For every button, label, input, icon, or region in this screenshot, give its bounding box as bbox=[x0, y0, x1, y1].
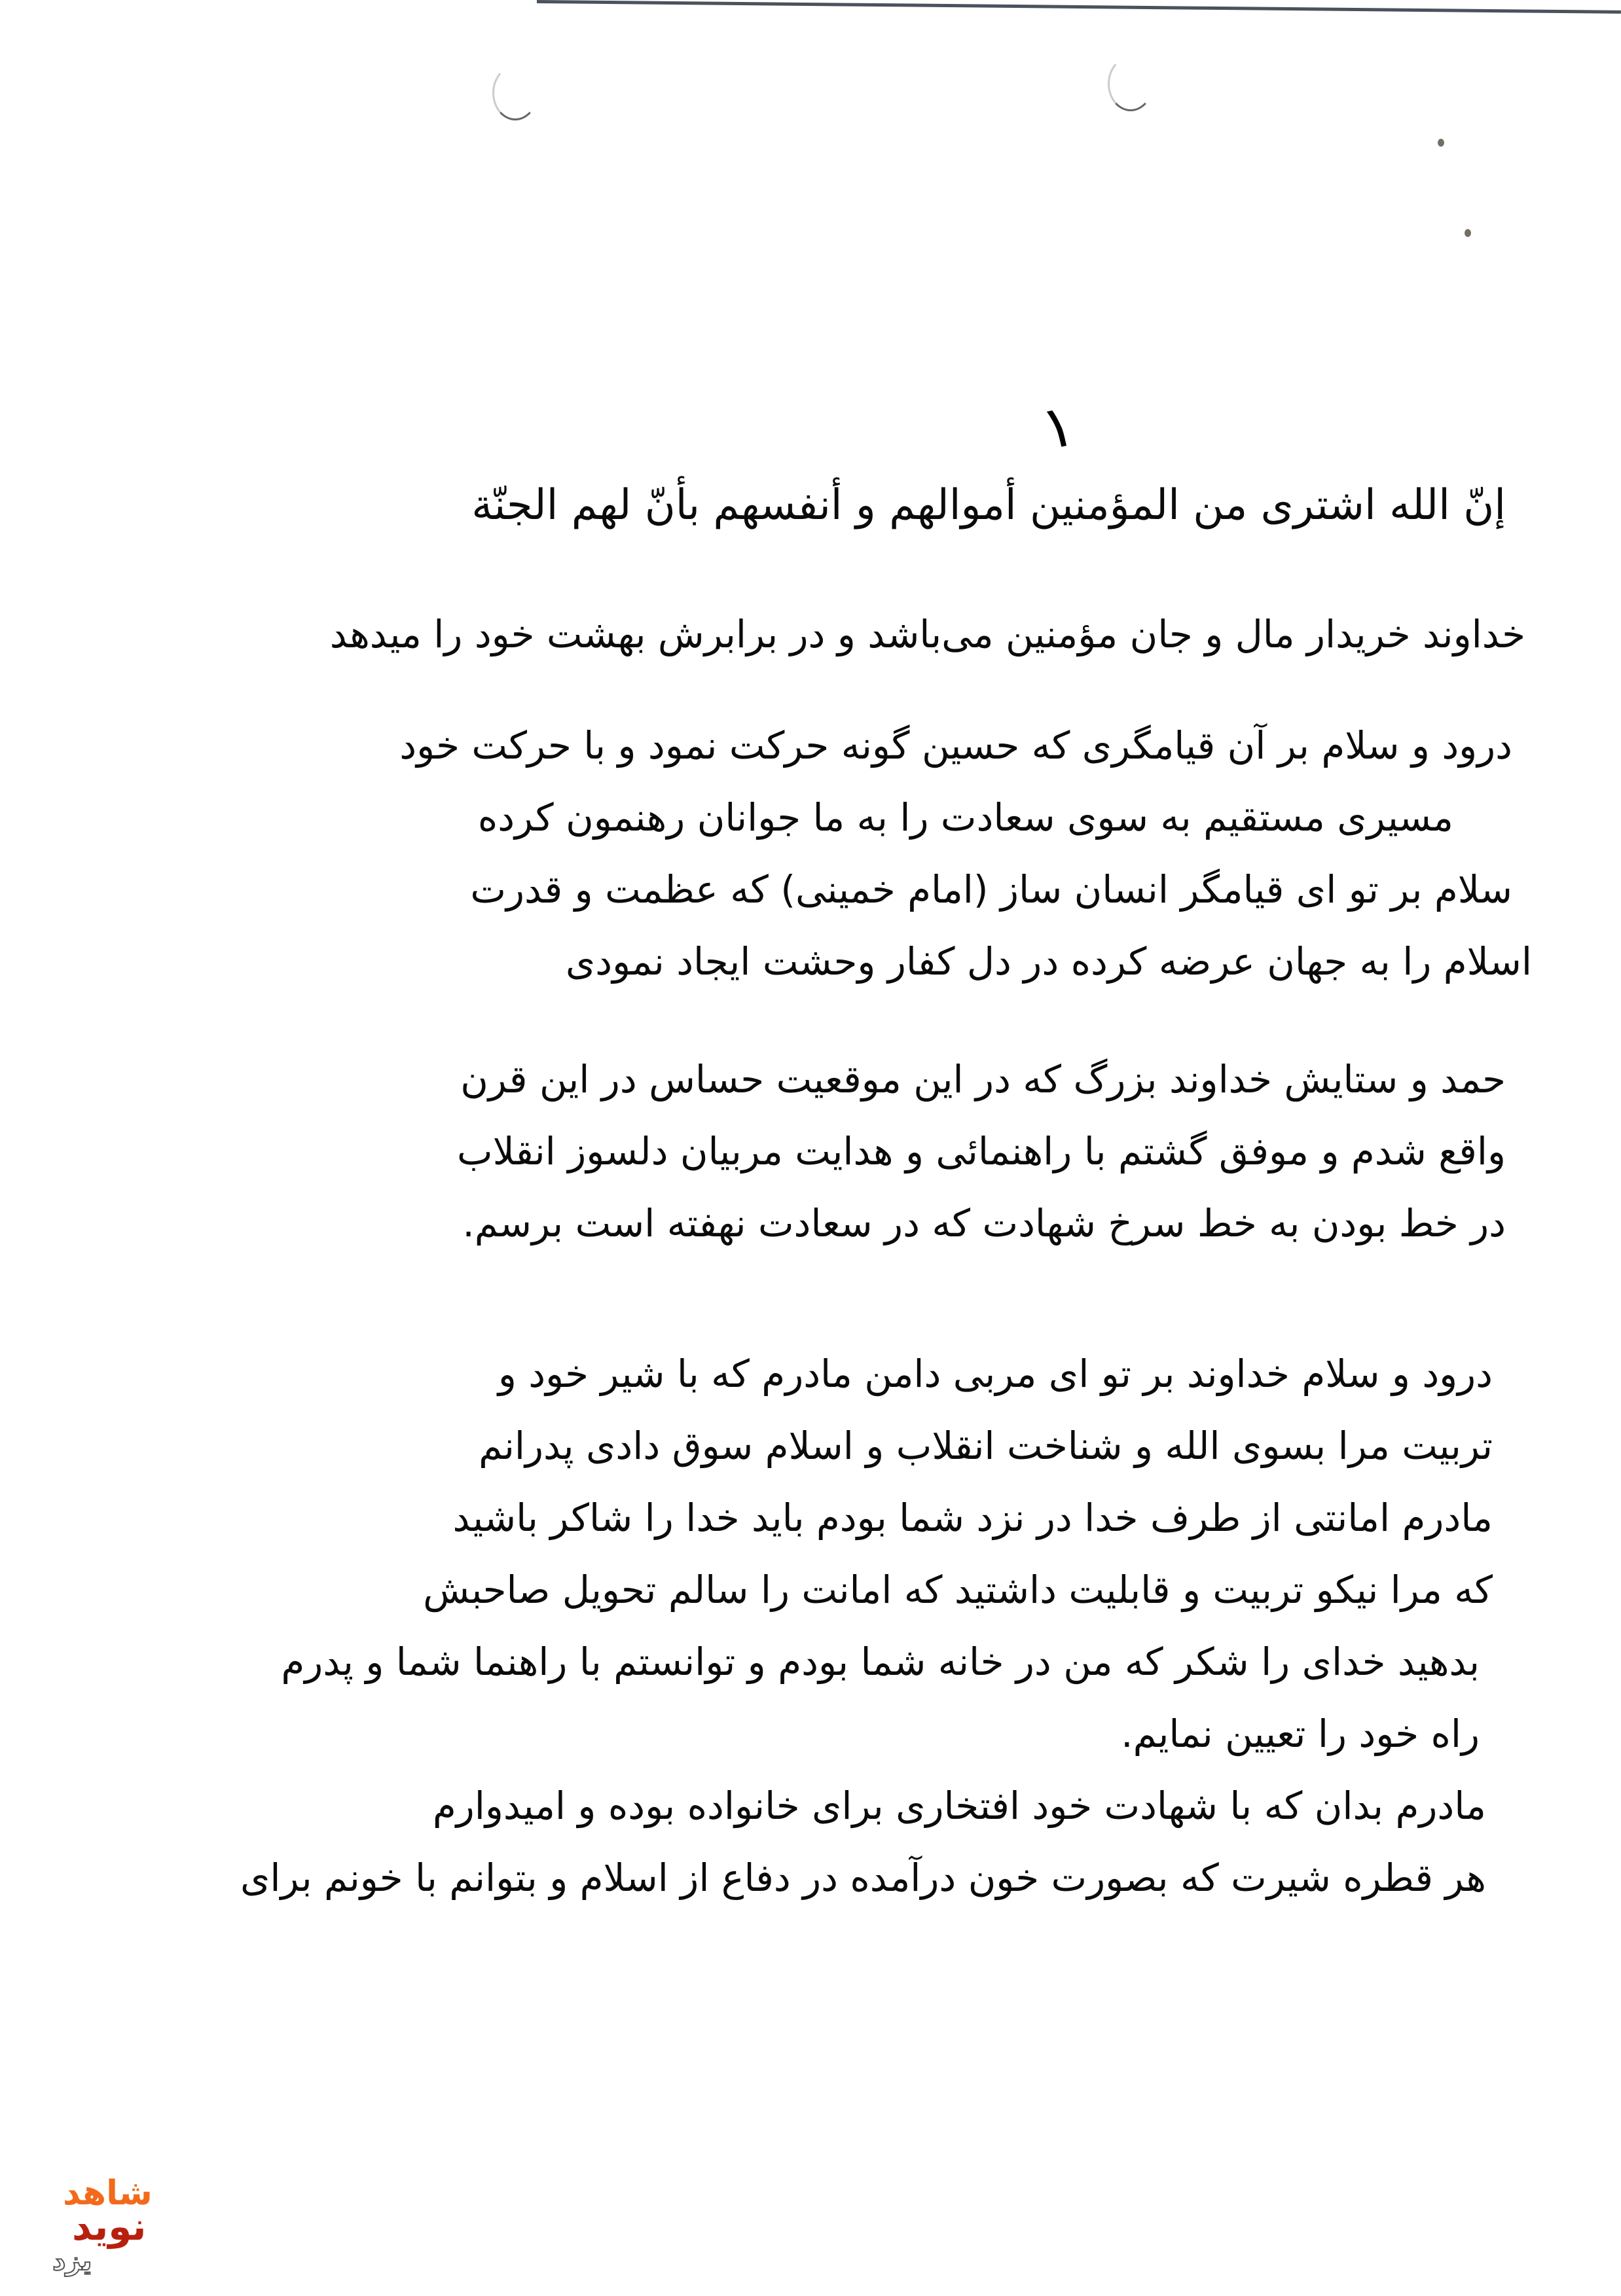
letter-line: درود و سلام خداوند بر تو ای مربی دامن مادرم که با شیر خود و bbox=[498, 1352, 1493, 1396]
letter-line: سلام بر تو ای قیامگر انسان ساز (امام خمینی) که عظمت و قدرت bbox=[470, 867, 1512, 912]
page-number: ۱ bbox=[1035, 390, 1081, 464]
punch-hole bbox=[1108, 56, 1154, 111]
letter-line: مادرم امانتی از طرف خدا در نزد شما بودم باید خدا را شاکر باشید bbox=[452, 1496, 1493, 1540]
letter-line: حمد و ستایش خداوند بزرگ که در این موقعیت حساس در این قرن bbox=[460, 1057, 1506, 1102]
punch-hole bbox=[492, 65, 538, 120]
logo-text-yazd: یزد bbox=[52, 2246, 92, 2276]
letter-line: بدهید خدای را شکر که من در خانه شما بودم و توانستم با راهنما شما و پدرم bbox=[281, 1640, 1480, 1684]
letter-line: هر قطره شیرت که بصورت خون درآمده در دفاع از اسلام و بتوانم با خونم برای bbox=[240, 1856, 1486, 1900]
quran-verse: إنّ الله اشتری من المؤمنین أموالهم و أنفسهم بأنّ لهم الجنّة bbox=[471, 481, 1506, 529]
ink-speck bbox=[1465, 229, 1471, 237]
letter-line: واقع شدم و موفق گشتم با راهنمائی و هدایت مربیان دلسوز انقلاب bbox=[456, 1129, 1506, 1174]
letter-line: درود و سلام بر آن قیامگری که حسین گونه حرکت نمود و با حرکت خود bbox=[399, 723, 1512, 768]
logo-text-shahed: شاهد bbox=[63, 2174, 153, 2213]
letter-line: راه خود را تعیین نمایم. bbox=[1121, 1712, 1480, 1756]
letter-line: خداوند خریدار مال و جان مؤمنین می‌باشد و در برابرش بهشت خود را میدهد bbox=[329, 612, 1525, 656]
ink-speck bbox=[1438, 139, 1444, 147]
scan-edge-shadow bbox=[537, 0, 1621, 23]
letter-line: تربیت مرا بسوی الله و شناخت انقلاب و اسلام سوق دادی پدرانم bbox=[479, 1424, 1493, 1468]
letter-line: که مرا نیکو تربیت و قابلیت داشتید که امانت را سالم تحویل صاحبش bbox=[423, 1568, 1493, 1612]
letter-line: مسیری مستقیم به سوی سعادت را به ما جوانان رهنمون کرده bbox=[477, 795, 1453, 840]
letter-line: در خط بودن به خط سرخ شهادت که در سعادت نهفته است برسم. bbox=[462, 1201, 1506, 1246]
letter-line: مادرم بدان که با شهادت خود افتخاری برای خانواده بوده و امیدوارم bbox=[432, 1784, 1486, 1828]
logo-text-navid: نوید bbox=[72, 2204, 147, 2249]
letter-line: اسلام را به جهان عرضه کرده در دل کفار وحشت ایجاد نمودی bbox=[565, 939, 1532, 984]
navid-shahed-yazd-logo bbox=[24, 2176, 155, 2287]
